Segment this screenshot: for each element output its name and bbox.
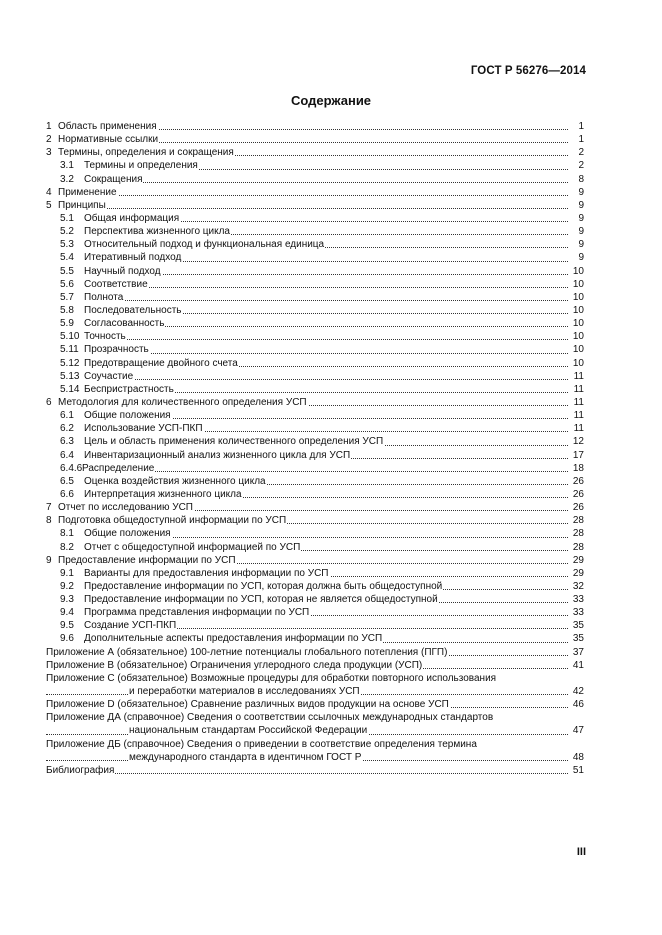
toc-entry-title: Приложение А (обязательное) 100-летние потенциалы глобального потепления (ПГП) (46, 646, 448, 658)
toc-entry-page: 48 (572, 751, 584, 763)
toc-entry[interactable] (46, 698, 584, 711)
toc-entry[interactable] (46, 357, 584, 370)
toc-entry-title: Использование УСП-ПКП (84, 423, 203, 435)
toc-entry-page: 10 (572, 318, 584, 330)
toc-entry-number: 9.3 (60, 594, 74, 606)
toc-entry-page: 9 (578, 186, 584, 198)
toc-entry-page: 18 (572, 462, 584, 474)
toc-entry[interactable] (46, 343, 584, 356)
toc-entry[interactable] (46, 724, 584, 737)
toc-entry-number: 9 (46, 554, 52, 566)
toc-entry-number: 6.1 (60, 410, 74, 422)
toc-entry[interactable] (46, 173, 584, 186)
toc-entry[interactable] (46, 554, 584, 567)
toc-entry-title: Программа представления информации по УСП (84, 607, 310, 619)
toc-entry-number: 5.1 (60, 212, 74, 224)
toc-entry-number: 6 (46, 396, 52, 408)
toc-entry[interactable] (46, 199, 584, 212)
toc-entry-number: 8.1 (60, 528, 74, 540)
toc-entry-number: 4 (46, 186, 52, 198)
toc-entry-number: 5.8 (60, 304, 74, 316)
toc-entry-page: 10 (572, 331, 584, 343)
toc-entry-number: 5.6 (60, 278, 74, 290)
toc-entry[interactable] (46, 238, 584, 251)
toc-entry-number: 5.10 (60, 331, 80, 343)
toc-entry-page: 10 (572, 344, 584, 356)
toc-entry-title: Библиография (46, 764, 115, 776)
toc-entry-page: 10 (572, 291, 584, 303)
table-of-contents (46, 120, 584, 777)
toc-entry-title: Предоставление информации по УСП, которая должна быть общедоступной (84, 580, 443, 592)
toc-entry[interactable] (46, 409, 584, 422)
toc-entry-title: Методология для количественного определения УСП (58, 396, 307, 408)
toc-entry-title: Термины, определения и сокращения (58, 147, 234, 159)
toc-entry[interactable] (46, 278, 584, 291)
toc-entry[interactable] (46, 501, 584, 514)
toc-entry[interactable] (46, 659, 584, 672)
toc-entry-page: 9 (578, 252, 584, 264)
toc-entry-title: Термины и определения (84, 160, 198, 172)
toc-entry[interactable] (46, 738, 584, 751)
toc-entry-page: 26 (572, 475, 584, 487)
toc-entry-title: национальным стандартам Российской Федерации (129, 725, 368, 737)
toc-entry-page: 11 (573, 410, 584, 422)
toc-entry-page: 2 (578, 160, 584, 172)
toc-entry-title: Создание УСП-ПКП (84, 620, 177, 632)
toc-entry-page: 42 (572, 686, 584, 698)
toc-entry[interactable] (46, 251, 584, 264)
toc-entry-title: Соучастие (84, 370, 134, 382)
toc-entry-page: 10 (572, 265, 584, 277)
toc-entry-title: Перспектива жизненного цикла (84, 226, 230, 238)
toc-entry[interactable] (46, 146, 584, 159)
toc-entry[interactable] (46, 291, 584, 304)
toc-entry-number: 5.7 (60, 291, 74, 303)
toc-entry-page: 32 (572, 580, 584, 592)
toc-entry-title: Приложение ДБ (справочное) Сведения о приведении в соответствие определения термина (46, 738, 477, 750)
toc-entry-number: 9.6 (60, 633, 74, 645)
toc-entry-title: и переработки материалов в исследованиях УСП (129, 686, 360, 698)
toc-entry[interactable] (46, 606, 584, 619)
toc-entry-title: Цель и область применения количественного определения УСП (84, 436, 384, 448)
toc-entry-number: 2 (46, 134, 52, 146)
toc-entry-number: 9.2 (60, 580, 74, 592)
toc-entry[interactable] (46, 593, 584, 606)
toc-entry-page: 10 (572, 304, 584, 316)
toc-entry[interactable] (46, 632, 584, 645)
toc-entry[interactable] (46, 422, 584, 435)
toc-entry-number: 5.3 (60, 239, 74, 251)
toc-entry-title: Приложение С (обязательное) Возможные процедуры для обработки повторного использования (46, 672, 497, 684)
toc-entry-title: Согласованность (84, 318, 165, 330)
toc-entry-number: 5.2 (60, 226, 74, 238)
page-title: Содержание (290, 93, 372, 108)
toc-entry[interactable] (46, 225, 584, 238)
toc-entry-number: 1 (46, 121, 52, 132)
toc-entry[interactable] (46, 541, 584, 554)
toc-entry-title: Интерпретация жизненного цикла (84, 488, 242, 500)
toc-entry[interactable] (46, 672, 584, 685)
toc-entry-title: Отчет с общедоступной информацией по УСП (84, 541, 301, 553)
toc-entry-number: 5.5 (60, 265, 74, 277)
toc-entry-page: 9 (578, 226, 584, 238)
toc-entry-number: 5.12 (60, 357, 80, 369)
toc-entry-number: 5.14 (60, 383, 80, 395)
toc-entry-number: 5.9 (60, 318, 74, 330)
toc-entry[interactable] (46, 619, 584, 632)
toc-entry-title: Варианты для предоставления информации по УСП (84, 567, 329, 579)
toc-entry-page: 37 (572, 646, 584, 658)
toc-entry[interactable] (46, 751, 584, 764)
toc-entry-number: 3.2 (60, 173, 74, 185)
toc-entry-title: Предоставление информации по УСП (58, 554, 236, 566)
toc-entry-number: 6.4 (60, 449, 74, 461)
toc-entry-title: Предоставление информации по УСП, которая не является общедоступной (84, 594, 438, 606)
toc-entry-page: 11 (573, 370, 584, 382)
toc-entry-number: 6.6 (60, 488, 74, 500)
document-header: ГОСТ Р 56276—2014 (470, 65, 586, 77)
toc-entry-page: 28 (572, 515, 584, 527)
toc-entry[interactable] (46, 580, 584, 593)
toc-entry-number: 6.5 (60, 475, 74, 487)
toc-entry-page: 11 (573, 396, 584, 408)
toc-entry[interactable] (46, 265, 584, 278)
toc-entry-page: 51 (572, 764, 584, 776)
toc-entry-title: Итеративный подход (84, 252, 182, 264)
toc-entry-title: международного стандарта в идентичном ГОСТ Р (129, 751, 362, 763)
toc-entry[interactable] (46, 304, 584, 317)
toc-entry-number: 9.1 (60, 567, 74, 579)
toc-entry-title: Принципы (58, 199, 106, 211)
toc-entry-page: 26 (572, 502, 584, 514)
toc-entry-title: Применение (58, 186, 117, 198)
toc-entry[interactable] (46, 370, 584, 383)
toc-entry[interactable] (46, 383, 584, 396)
toc-entry-number: 6.3 (60, 436, 74, 448)
toc-entry[interactable] (46, 120, 584, 133)
toc-entry-title: Беспристрастность (84, 383, 174, 395)
toc-entry-page: 10 (572, 357, 584, 369)
toc-entry-title: Приложение D (обязательное) Сравнение различных видов продукции на основе УСП (46, 699, 449, 711)
toc-entry-number: 8 (46, 515, 52, 527)
toc-entry[interactable] (46, 475, 584, 488)
toc-entry-title: Приложение ДА (справочное) Сведения о соответствии ссылочных международных стандартов (46, 712, 494, 724)
toc-entry-number: 5.11 (60, 344, 79, 356)
toc-entry-title: Соответствие (84, 278, 148, 290)
toc-entry-number: 6.2 (60, 423, 74, 435)
toc-entry-title: Относительный подход и функциональная единица (84, 239, 325, 251)
toc-entry-page: 9 (578, 199, 584, 211)
toc-entry-page: 33 (572, 594, 584, 606)
toc-entry-page: 1 (578, 134, 584, 146)
toc-entry-page: 8 (578, 173, 584, 185)
toc-entry[interactable] (46, 527, 584, 540)
toc-entry-page: 28 (572, 528, 584, 540)
toc-entry-number: 8.2 (60, 541, 74, 553)
toc-entry-page: 33 (572, 607, 584, 619)
toc-entry-title: Научный подход (84, 265, 161, 277)
toc-entry-number: 5.13 (60, 370, 80, 382)
toc-entry-number: 5 (46, 199, 52, 211)
toc-entry-number: 5.4 (60, 252, 74, 264)
toc-entry-title: Приложение В (обязательное) Ограничения углеродного следа продукции (УСП) (46, 659, 423, 671)
toc-entry-number: 9.5 (60, 620, 74, 632)
toc-entry-title: Сокращения (84, 173, 143, 185)
toc-entry[interactable] (46, 514, 584, 527)
toc-entry[interactable] (46, 764, 584, 777)
toc-entry-page: 26 (572, 488, 584, 500)
toc-entry[interactable] (46, 212, 584, 225)
toc-entry[interactable] (46, 317, 584, 330)
toc-entry-title: Предотвращение двойного счета (84, 357, 238, 369)
toc-entry-title: Общие положения (84, 410, 171, 422)
toc-entry-title: Точность (84, 331, 126, 343)
toc-entry-page: 2 (578, 147, 584, 159)
toc-entry[interactable] (46, 396, 584, 409)
toc-entry-page: 1 (578, 121, 584, 132)
toc-entry-page: 47 (572, 725, 584, 737)
toc-entry-page: 35 (572, 620, 584, 632)
toc-entry-page: 10 (572, 278, 584, 290)
toc-entry-page: 12 (572, 436, 584, 448)
toc-entry[interactable] (46, 462, 584, 475)
toc-entry[interactable] (46, 685, 584, 698)
toc-entry-title: Область применения (58, 121, 157, 132)
toc-entry-page: 29 (572, 554, 584, 566)
toc-entry-page: 29 (572, 567, 584, 579)
toc-entry[interactable] (46, 488, 584, 501)
toc-entry-number: 3 (46, 147, 52, 159)
toc-entry-page: 9 (578, 212, 584, 224)
toc-entry-title: Последовательность (84, 304, 182, 316)
toc-entry-number: 7 (46, 502, 52, 514)
toc-entry-number: 9.4 (60, 607, 74, 619)
toc-entry-number: 6.4.6 (60, 462, 83, 474)
toc-entry-number: 3.1 (60, 160, 74, 172)
toc-entry[interactable] (46, 159, 584, 172)
toc-entry-title: Отчет по исследованию УСП (58, 502, 193, 514)
toc-entry-title: Общие положения (84, 528, 171, 540)
toc-entry-page: 41 (572, 659, 584, 671)
toc-entry-title: Оценка воздействия жизненного цикла (84, 475, 266, 487)
toc-entry-title: Нормативные ссылки (58, 134, 159, 146)
toc-entry[interactable] (46, 449, 584, 462)
toc-entry-page: 9 (578, 239, 584, 251)
toc-entry-page: 35 (572, 633, 584, 645)
toc-entry-page: 28 (572, 541, 584, 553)
toc-entry[interactable] (46, 330, 584, 343)
toc-entry[interactable] (46, 567, 584, 580)
toc-entry[interactable] (46, 646, 584, 659)
toc-entry-page: 17 (572, 449, 584, 461)
toc-entry-title: Дополнительные аспекты предоставления информации по УСП (84, 633, 383, 645)
toc-entry-title: Полнота (84, 291, 124, 303)
toc-entry-page: 46 (572, 699, 584, 711)
toc-entry[interactable] (46, 711, 584, 724)
toc-entry[interactable] (46, 435, 584, 448)
toc-entry-title: Распределение (82, 462, 155, 474)
toc-entry[interactable] (46, 133, 584, 146)
page-number: III (576, 846, 586, 858)
toc-entry-title: Общая информация (84, 212, 180, 224)
toc-entry-page: 11 (573, 423, 584, 435)
toc-entry[interactable] (46, 186, 584, 199)
toc-entry-title: Прозрачность (84, 344, 149, 356)
toc-entry-title: Инвентаризационный анализ жизненного цикла для УСП (84, 449, 351, 461)
toc-entry-title: Подготовка общедоступной информации по УСП (58, 515, 287, 527)
toc-entry-page: 11 (573, 383, 584, 395)
